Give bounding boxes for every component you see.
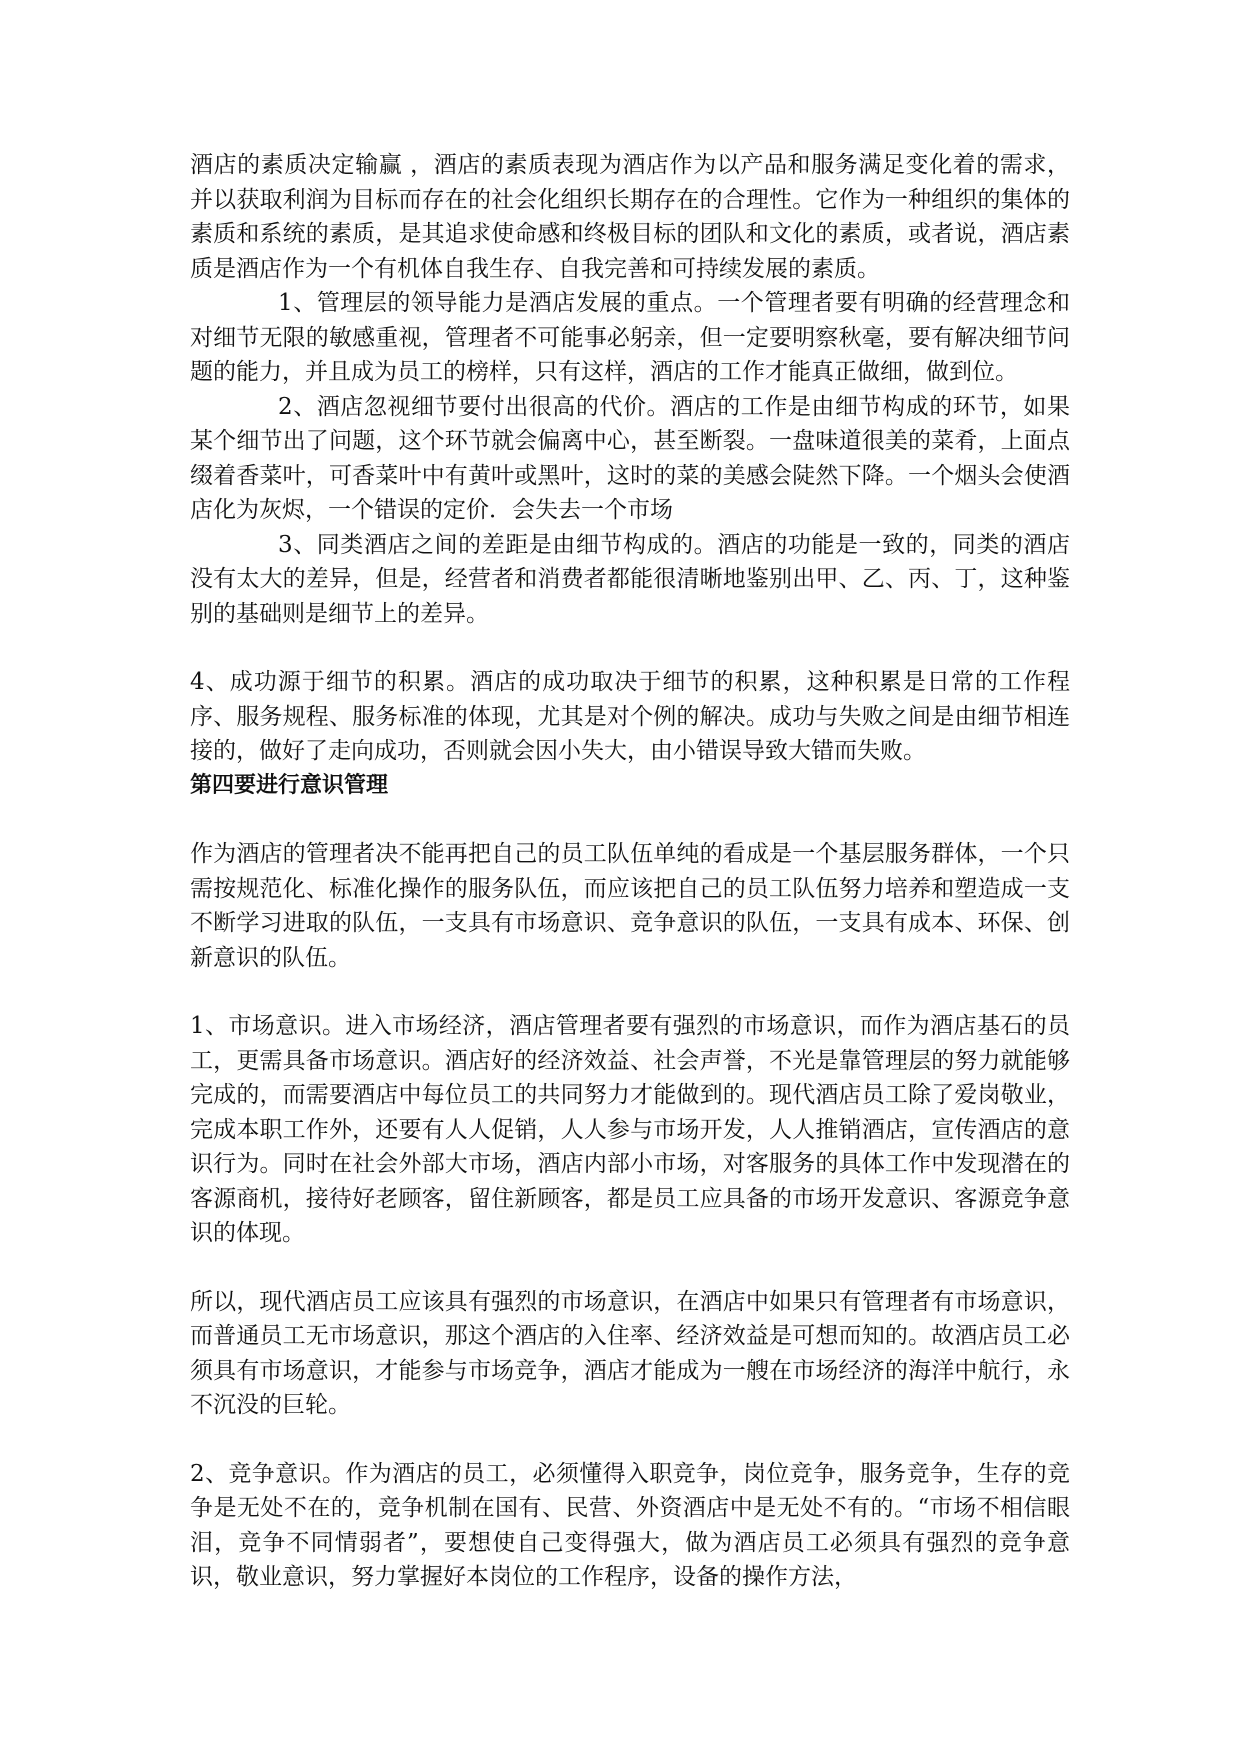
document-page (190, 148, 1070, 1595)
point-1-paragraph: 1、管理层的领导能力是酒店发展的重点。一个管理者要有明确的经营理念和对细节无限的敏感重视，管理者不可能事必躬亲，但一定要明察秋毫，要有解决细节问题的能力，并且成为员工的榜样，只有这样，酒店的工作才能真正做细，做到位。 (190, 290, 1070, 385)
awareness-intro-paragraph: 作为酒店的管理者决不能再把自己的员工队伍单纯的看成是一个基层服务群体，一个只需按规范化、标准化操作的服务队伍，而应该把自己的员工队伍努力培养和塑造成一支不断学习进取的队伍，一支具有市场意识、竞争意识的队伍，一支具有成本、环保、创新意识的队伍。 (190, 841, 1070, 971)
point-3-paragraph: 3、同类酒店之间的差距是由细节构成的。酒店的功能是一致的，同类的酒店没有太大的差异，但是，经营者和消费者都能很清晰地鉴别出甲、乙、丙、丁，这种鉴别的基础则是细节上的差异。 (190, 531, 1070, 627)
market-awareness-conclusion-paragraph: 所以，现代酒店员工应该具有强烈的市场意识，在酒店中如果只有管理者有市场意识，而普通员工无市场意识，那这个酒店的入住率、经济效益是可想而知的。故酒店员工必须具有市场意识，才能参与市场竞争，酒店才能成为一艘在市场经济的海洋中航行，永不沉没的巨轮。 (190, 1288, 1070, 1418)
competition-awareness-paragraph: 2、竞争意识。作为酒店的员工，必须懂得入职竞争，岗位竞争，服务竞争，生存的竞争是无处不在的，竞争机制在国有、民营、外资酒店中是无处不有的。“市场不相信眼泪，竞争不同情弱者”，要想使自己变得强大，做为酒店员工必须具有强烈的竞争意识，敬业意识，努力掌握好本岗位的工作程序，设备的操作方法， (190, 1460, 1070, 1590)
market-awareness-paragraph: 1、市场意识。进入市场经济，酒店管理者要有强烈的市场意识，而作为酒店基石的员工，更需具备市场意识。酒店好的经济效益、社会声誉，不光是靠管理层的努力就能够完成的，而需要酒店中每位员工的共同努力才能做到的。现代酒店员工除了爱岗敬业，完成本职工作外，还要有人人促销，人人参与市场开发，人人推销酒店，宣传酒店的意识行为。同时在社会外部大市场，酒店内部小市场，对客服务的具体工作中发现潜在的客源商机，接待好老顾客，留住新顾客，都是员工应具备的市场开发意识、客源竞争意识的体现。 (190, 1013, 1070, 1246)
intro-paragraph: 酒店的素质决定输赢 ，酒店的素质表现为酒店作为以产品和服务满足变化着的需求，并以获取利润为目标而存在的社会化组织长期存在的合理性。它作为一种组织的集体的素质和系统的素质，是其追求使命感和终极目标的团队和文化的素质，或者说，酒店素质是酒店作为一个有机体自我生存、自我完善和可持续发展的素质。 (190, 152, 1070, 282)
point-2-paragraph: 2、酒店忽视细节要付出很高的代价。酒店的工作是由细节构成的环节，如果某个细节出了问题，这个环节就会偏离中心，甚至断裂。一盘味道很美的菜肴，上面点缀着香菜叶，可香菜叶中有黄叶或黑叶，这时的菜的美感会陡然下降。一个烟头会使酒店化为灰烬，一个错误的定价．会失去一个市场 (190, 393, 1070, 523)
section-heading: 第四要进行意识管理 (190, 772, 389, 798)
point-4-paragraph: 4、成功源于细节的积累。酒店的成功取决于细节的积累，这种积累是日常的工作程序、服务规程、服务标准的体现，尤其是对个例的解决。成功与失败之间是由细节相连接的，做好了走向成功，否则就会因小失大，由小错误导致大错而失败。 (190, 669, 1070, 764)
